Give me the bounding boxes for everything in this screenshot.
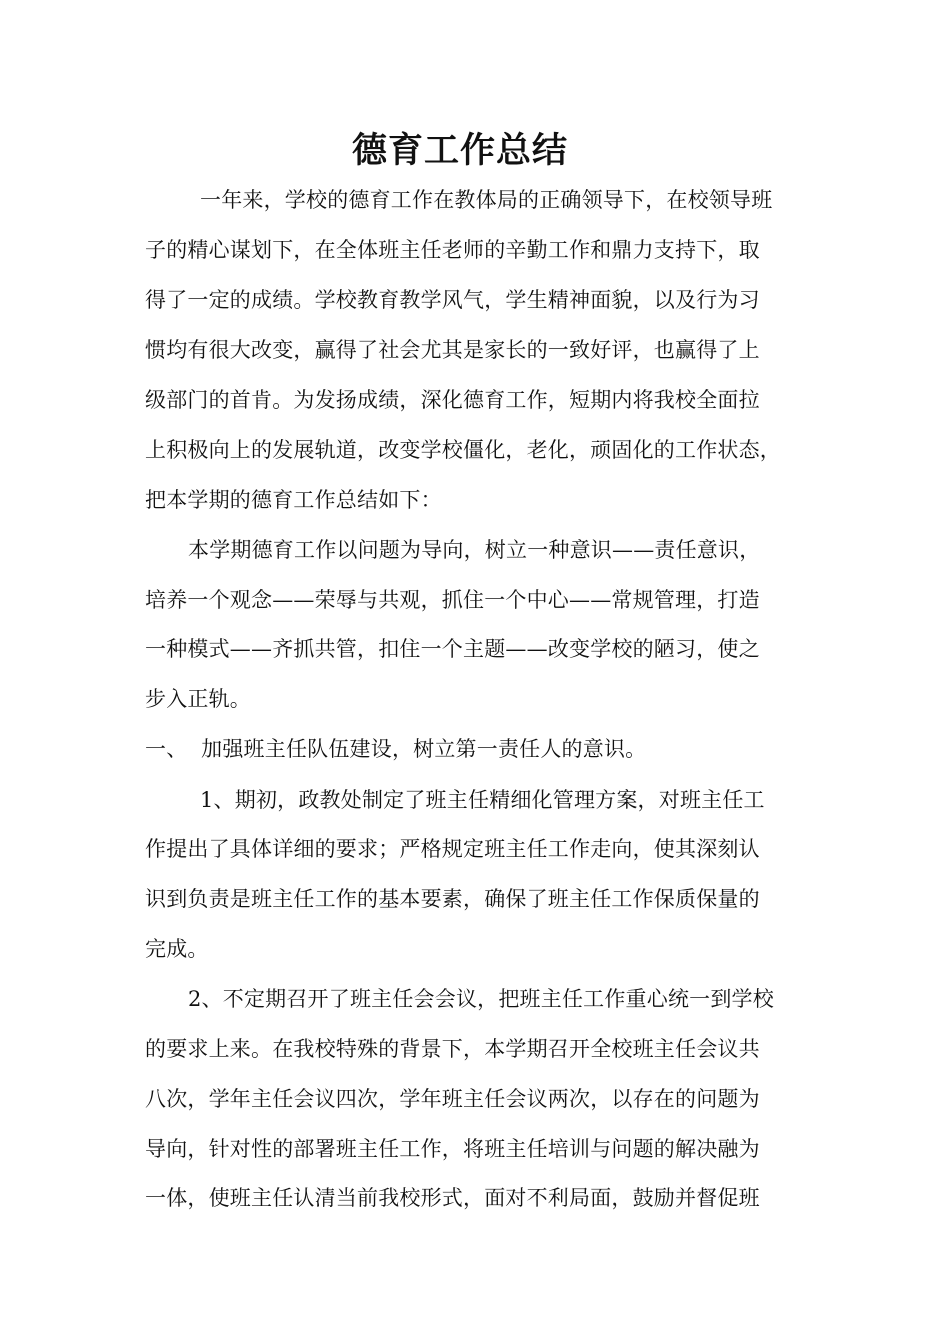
paragraph-line: 级部门的首肯。为发扬成绩，深化德育工作，短期内将我校全面拉	[145, 388, 760, 412]
paragraph-line: 子的精心谋划下，在全体班主任老师的辛勤工作和鼎力支持下，取	[145, 238, 760, 262]
paragraph-line: 把本学期的德育工作总结如下：	[145, 488, 442, 512]
paragraph-line: 本学期德育工作以问题为导向，树立一种意识——责任意识，	[188, 538, 761, 562]
paragraph-line: 惯均有很大改变，赢得了社会尤其是家长的一致好评，也赢得了上	[145, 338, 760, 362]
paragraph-line: 得了一定的成绩。学校教育教学风气，学生精神面貌，以及行为习	[145, 288, 760, 312]
paragraph-line: 识到负责是班主任工作的基本要素，确保了班主任工作保质保量的	[145, 887, 760, 911]
paragraph-line: 上积极向上的发展轨道，改变学校僵化，老化，顽固化的工作状态，	[145, 438, 781, 462]
paragraph-line: 步入正轨。	[145, 687, 251, 711]
section-heading: 一、 加强班主任队伍建设，树立第一责任人的意识。	[145, 737, 647, 761]
document-title: 德育工作总结	[351, 131, 568, 171]
paragraph-line: 培养一个观念——荣辱与共观，抓住一个中心——常规管理，打造	[145, 588, 760, 612]
paragraph-line: 完成。	[145, 937, 209, 961]
paragraph-line: 的要求上来。在我校特殊的背景下，本学期召开全校班主任会议共	[145, 1037, 760, 1061]
paragraph-line: 导向，针对性的部署班主任工作，将班主任培训与问题的解决融为	[145, 1137, 760, 1161]
paragraph-line: 1、期初，政教处制定了班主任精细化管理方案，对班主任工	[200, 788, 765, 812]
paragraph-line: 一年来，学校的德育工作在教体局的正确领导下，在校领导班	[200, 188, 773, 212]
paragraph-line: 2、不定期召开了班主任会会议，把班主任工作重心统一到学校	[188, 987, 774, 1011]
paragraph-line: 一体，使班主任认清当前我校形式，面对不利局面，鼓励并督促班	[145, 1186, 760, 1210]
paragraph-line: 一种模式——齐抓共管，扣住一个主题——改变学校的陋习，使之	[145, 637, 760, 661]
paragraph-line: 八次，学年主任会议四次，学年班主任会议两次，以存在的问题为	[145, 1087, 760, 1111]
paragraph-line: 作提出了具体详细的要求；严格规定班主任工作走向，使其深刻认	[145, 837, 760, 861]
